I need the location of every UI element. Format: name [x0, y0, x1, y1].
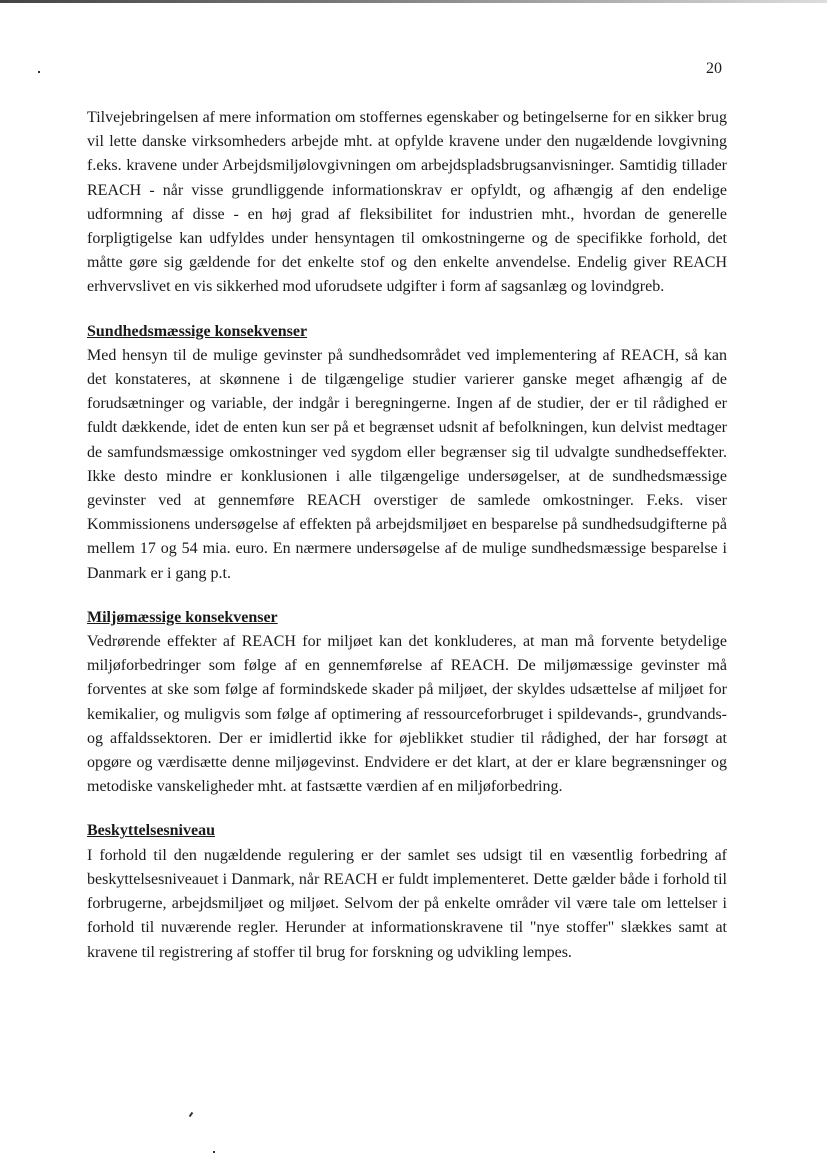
- section-health: [87, 320, 727, 586]
- section-environment: [87, 606, 727, 800]
- intro-paragraph: Tilvejebringelsen af mere information om stoffernes egenskaber og betingelserne for en sikker brug vil lette danske virksomheders arbejde mht. at opfylde kravene under den nugældende lovgivning f.eks. kravene under Arbejdsmiljølovgivningen om arbejdspladsbrugsanvisninger. Samtidig tillader REACH - når visse grundliggende informationskrav er opfyldt, og afhængig af den endelige udformning af disse - en høj grad af fleksibilitet for industrien mht., hvordan de generelle forpligtigelse kan udfyldes under hensyntagen til omkostningerne og de specifikke forhold, det måtte gøre sig gældende for det enkelte stof og den enkelte anvendelse. Endelig giver REACH erhvervslivet en vis sikkerhed mod uforudsete udgifter i form af sagsanlæg og lovindgreb.: [87, 109, 727, 296]
- scan-speck: [38, 71, 40, 73]
- section-protection-level: [87, 819, 727, 964]
- section-heading-protection-level: Beskyttelsesniveau: [87, 822, 215, 840]
- section-body-environment: Vedrørende effekter af REACH for miljøet kan det konkluderes, at man må forvente betydelige miljøforbedringer som følge af en gennemførelse af REACH. De miljømæssige gevinster må forventes at ske som følge af formindskede skader på miljøet, der skyldes udsættelse af miljøet for kemikalier, og muligvis som følge af optimering af ressourceforbruget i spildevands-, grundvands- og affaldssektoren. Der er imidlertid ikke for øjeblikket studier til rådighed, der har forsøgt at opgøre og værdisætte denne miljøgevinst. Endvidere er det klart, at der er klare begrænsninger og metodiske vanskeligheder mht. at fastsætte værdien af en miljøforbedring.: [87, 633, 727, 796]
- document-body: [87, 106, 727, 965]
- page-number: 20: [706, 60, 722, 77]
- section-heading-health: Sundhedsmæssige konsekvenser: [87, 322, 308, 340]
- section-heading-environment: Miljømæssige konsekvenser: [87, 608, 278, 626]
- scan-speck: [189, 1112, 194, 1117]
- page-top-rule: [0, 0, 827, 3]
- section-body-protection-level: I forhold til den nugældende regulering er der samlet ses udsigt til en væsentlig forbedring af beskyttelsesniveauet i Danmark, når REACH er fuldt implementeret. Dette gælder både i forhold til forbrugerne, arbejdsmiljøet og miljøet. Selvom der på enkelte områder vil være tale om lettelser i forhold til nuværende regler. Herunder at informationskravene til "nye stoffer" slækkes samt at kravene til registrering af stoffer til brug for forskning og udvikling lempes.: [87, 846, 727, 961]
- section-body-health: Med hensyn til de mulige gevinster på sundhedsområdet ved implementering af REACH, så kan det konstateres, at skønnene i de tilgængelige studier varierer ganske meget afhængig af de forudsætninger og variable, der indgår i beregningerne. Ingen af de studier, der er til rådighed er fuldt dækkende, idet de enten kun ser på et begrænset udsnit af befolkningen, kun delvist medtager de samfundsmæssige omkostninger ved sygdom eller begrænser sig til udvalgte sundhedseffekter. Ikke desto mindre er konklusionen i alle tilgængelige undersøgelser, at de sundhedsmæssige gevinster ved at gennemføre REACH overstiger de samlede omkostninger. F.eks. viser Kommissionens undersøgelse af effekten på arbejdsmiljøet en besparelse på sundhedsudgifterne på mellem 17 og 54 mia. euro. En nærmere undersøgelse af de mulige sundhedsmæssige besparelse i Danmark er i gang p.t.: [87, 346, 727, 582]
- scan-speck: [213, 1151, 215, 1153]
